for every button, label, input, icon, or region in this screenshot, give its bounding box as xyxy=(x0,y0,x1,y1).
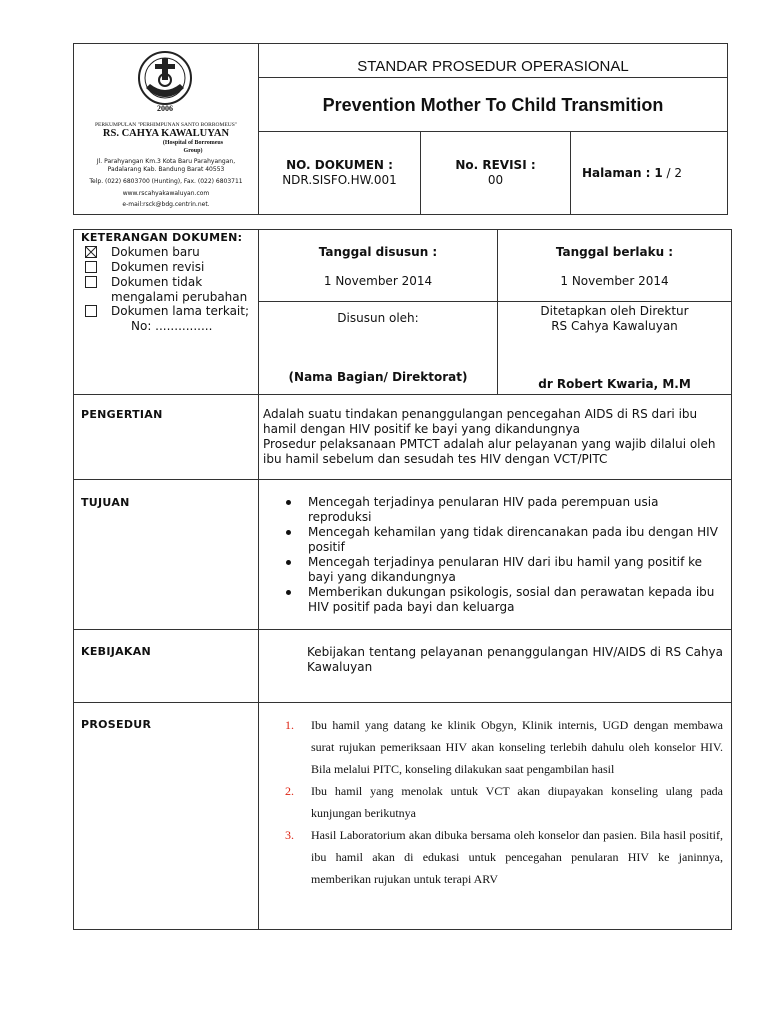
list-item: Mencegah terjadinya penularan HIV pada perempuan usia reproduksi xyxy=(282,495,723,525)
label-dokumen-revisi: Dokumen revisi xyxy=(111,260,205,274)
tujuan-list xyxy=(282,495,723,615)
prosedur-label: PROSEDUR xyxy=(81,718,152,731)
no-dokumen-label: NO. DOKUMEN : xyxy=(286,158,393,172)
tanggal-berlaku-value: 1 November 2014 xyxy=(560,274,669,288)
list-item: 1. Ibu hamil yang datang ke klinik Obgyn, Klinik internis, UGD dengan membawa surat rujukan pemeriksaan HIV akan konseling terlebih dahulu oleh konselor HIV. Bila melalui PITC, konseling dilakukan saat pengambilan hasil xyxy=(285,718,723,776)
disusun-oleh: Disusun oleh: xyxy=(337,311,419,325)
checkbox-dokumen-lama[interactable] xyxy=(85,305,97,317)
tujuan-label: TUJUAN xyxy=(81,496,130,509)
address-line-2: Padalarang Kab. Bandung Barat 40553 xyxy=(107,166,225,173)
checkbox-dokumen-baru[interactable] xyxy=(85,246,97,258)
label-dokumen-lama: Dokumen lama terkait; xyxy=(111,304,249,318)
list-item: Memberikan dukungan psikologis, sosial dan perawatan kepada ibu HIV positif pada bayi dan keluarga xyxy=(282,585,723,615)
ditetapkan-line-2: RS Cahya Kawaluyan xyxy=(551,319,678,333)
kebijakan-label: KEBIJAKAN xyxy=(81,645,152,658)
email-line: e-mail:rsck@bdg.centrin.net. xyxy=(122,201,210,208)
label-dokumen-tidak-2: mengalami perubahan xyxy=(111,290,248,304)
doc-title: Prevention Mother To Child Transmition xyxy=(322,95,664,115)
tanggal-disusun-value: 1 November 2014 xyxy=(323,274,433,288)
list-item: Mencegah kehamilan yang tidak direncanakan pada ibu dengan HIV positif xyxy=(282,525,723,555)
list-item: Mencegah terjadinya penularan HIV dari ibu hamil yang positif ke bayi yang dikandungnya xyxy=(282,555,723,585)
keterangan-title: KETERANGAN DOKUMEN: xyxy=(81,231,243,244)
checkbox-dokumen-revisi[interactable] xyxy=(85,261,97,273)
label-dokumen-lama-no: No: ............... xyxy=(131,319,213,333)
hospital-name: RS. CAHYA KAWALUYAN xyxy=(102,128,230,139)
prosedur-list xyxy=(285,714,723,890)
list-item: 2. Ibu hamil yang menolak untuk VCT akan diupayakan konseling ulang pada kunjungan berikutnya xyxy=(285,784,723,820)
pengertian-text xyxy=(263,407,725,467)
hospital-sub: (Hospital of Borromeus Group) xyxy=(162,140,224,154)
nama-bagian: (Nama Bagian/ Direktorat) xyxy=(288,370,468,384)
address-line-1: Jl. Parahyangan Km.3 Kota Baru Parahyangan, xyxy=(96,158,236,165)
org-line: PERKUMPULAN "PERHIMPUNAN SANTO BORROMEUS" xyxy=(94,122,238,128)
checkbox-dokumen-tidak[interactable] xyxy=(85,276,97,288)
halaman-value: 1 xyxy=(654,166,663,180)
no-dokumen-value: NDR.SISFO.HW.001 xyxy=(282,173,397,187)
pengertian-paragraph-2: Prosedur pelaksanaan PMTCT adalah alur pelayanan yang wajib dilalui oleh ibu hamil sebelum dan sesudah tes HIV dengan VCT/PITC xyxy=(263,437,716,466)
halaman-total: / 2 xyxy=(666,166,682,180)
direktur-name: dr Robert Kwaria, M.M xyxy=(538,377,691,391)
doc-type: STANDAR PROSEDUR OPERASIONAL xyxy=(357,58,629,75)
halaman xyxy=(582,166,722,181)
tanggal-disusun-label: Tanggal disusun : xyxy=(318,245,438,259)
label-dokumen-tidak: Dokumen tidak xyxy=(111,275,203,289)
ditetapkan-line-1: Ditetapkan oleh Direktur xyxy=(540,304,689,318)
label-dokumen-baru: Dokumen baru xyxy=(111,245,200,259)
kebijakan-text: Kebijakan tentang pelayanan penanggulangan HIV/AIDS di RS Cahya Kawaluyan xyxy=(307,645,723,674)
list-item: 3. Hasil Laboratorium akan dibuka bersama oleh konselor dan pasien. Bila hasil positif, ibu hamil akan di edukasi untuk pencegahan penularan HIV ke janinnya, memberikan rujukan untuk terapi ARV xyxy=(285,828,723,886)
checkmark-x-icon xyxy=(86,247,96,257)
halaman-label: Halaman : xyxy=(582,166,651,180)
pengertian-label: PENGERTIAN xyxy=(81,408,163,421)
pengertian-paragraph-1: Adalah suatu tindakan penanggulangan pencegahan AIDS di RS dari ibu hamil dengan HIV positif ke bayi yang dikandungnya xyxy=(263,407,698,436)
no-revisi-value: 00 xyxy=(487,173,504,187)
phone-line: Telp. (022) 6803700 (Hunting), Fax. (022) 6803711 xyxy=(89,178,243,185)
no-revisi-label: No. REVISI : xyxy=(455,158,536,172)
website-line: www.rscahyakawaluyan.com xyxy=(122,190,210,197)
tanggal-berlaku-label: Tanggal berlaku : xyxy=(555,245,674,259)
logo-year: 2006 xyxy=(157,104,173,113)
